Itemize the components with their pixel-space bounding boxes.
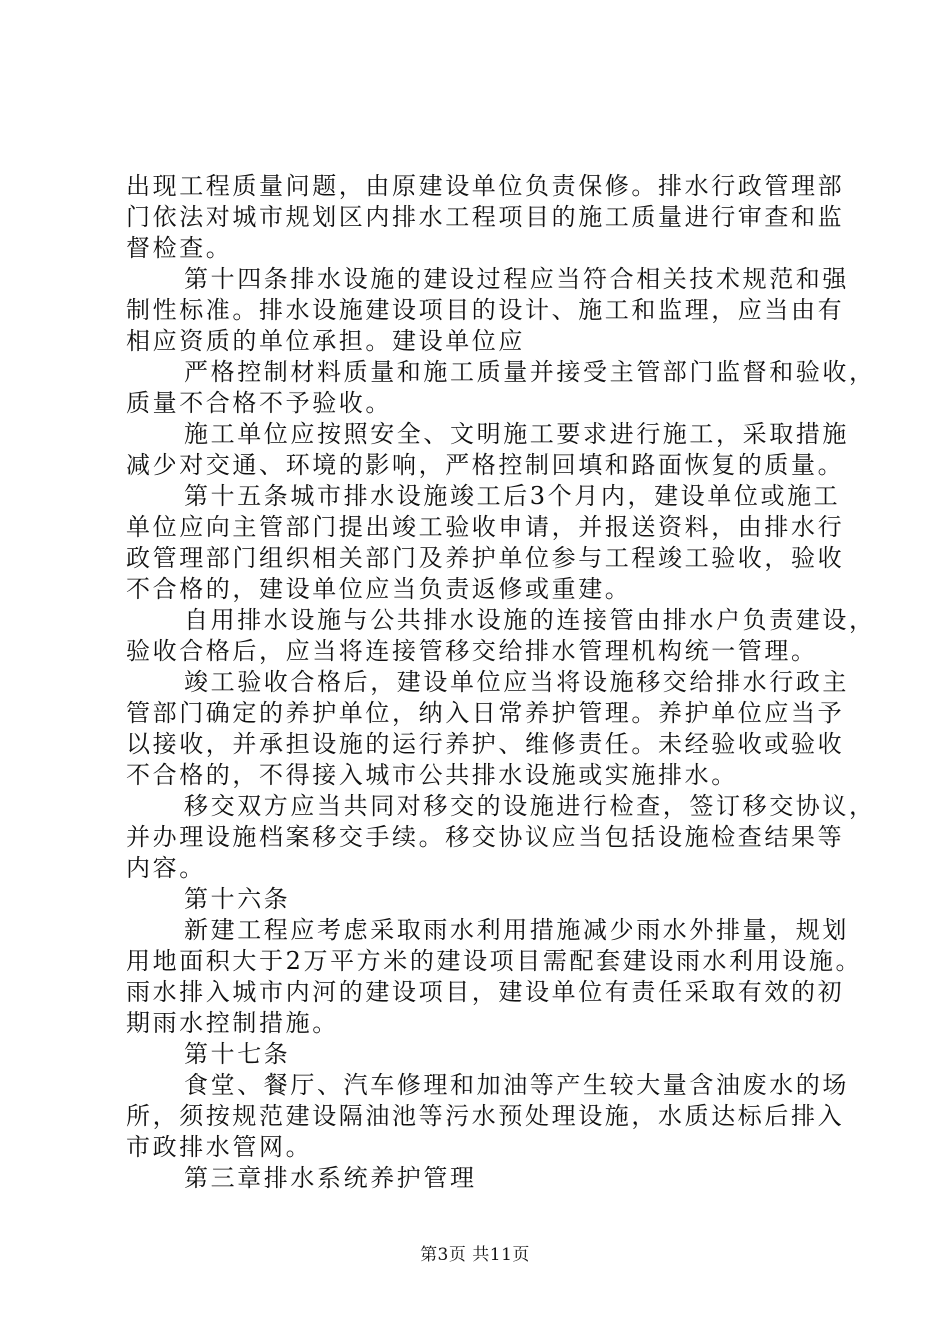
text-line: 期雨水控制措施。 — [126, 1009, 339, 1037]
text-line: 严格控制材料质量和施工质量并接受主管部门监督和验收， — [184, 358, 876, 386]
text-line: 雨水排入城市内河的建设项目，建设单位有责任采取有效的初 — [126, 978, 845, 1006]
text-line: 自用排水设施与公共排水设施的连接管由排水户负责建设， — [184, 606, 876, 634]
text-line: 门依法对城市规划区内排水工程项目的施工质量进行审查和监 — [126, 203, 845, 231]
text-line: 施工单位应按照安全、文明施工要求进行施工，采取措施 — [184, 420, 849, 448]
text-line: 以接收，并承担设施的运行养护、维修责任。未经验收或验收 — [126, 730, 845, 758]
text-line: 减少对交通、环境的影响，严格控制回填和路面恢复的质量。 — [126, 451, 845, 479]
text-line: 第三章排水系统养护管理 — [184, 1164, 477, 1192]
text-line: 第十六条 — [184, 885, 291, 913]
text-line: 移交双方应当共同对移交的设施进行检查，签订移交协议， — [184, 792, 876, 820]
text-line: 验收合格后，应当将连接管移交给排水管理机构统一管理。 — [126, 637, 818, 665]
document-body — [126, 171, 876, 1194]
text-line: 食堂、餐厅、汽车修理和加油等产生较大量含油废水的场 — [184, 1071, 849, 1099]
text-line: 用地面积大于2万平方米的建设项目需配套建设雨水利用设施。 — [126, 947, 863, 975]
text-line: 第十四条排水设施的建设过程应当符合相关技术规范和强 — [184, 265, 849, 293]
text-line: 并办理设施档案移交手续。移交协议应当包括设施检查结果等 — [126, 823, 845, 851]
text-line: 内容。 — [126, 854, 206, 882]
text-line: 市政排水管网。 — [126, 1133, 313, 1161]
text-line: 制性标准。排水设施建设项目的设计、施工和监理，应当由有 — [126, 296, 845, 324]
text-line: 不合格的，建设单位应当负责返修或重建。 — [126, 575, 632, 603]
text-line: 督检查。 — [126, 234, 233, 262]
page-footer: 第3页 共11页 — [420, 1245, 530, 1265]
text-line: 管部门确定的养护单位，纳入日常养护管理。养护单位应当予 — [126, 699, 845, 727]
text-line: 政管理部门组织相关部门及养护单位参与工程竣工验收，验收 — [126, 544, 845, 572]
text-line: 新建工程应考虑采取雨水利用措施减少雨水外排量，规划 — [184, 916, 849, 944]
text-line: 质量不合格不予验收。 — [126, 389, 392, 417]
text-line: 所，须按规范建设隔油池等污水预处理设施，水质达标后排入 — [126, 1102, 845, 1130]
text-line: 竣工验收合格后，建设单位应当将设施移交给排水行政主 — [184, 668, 849, 696]
text-line: 相应资质的单位承担。建设单位应 — [126, 327, 525, 355]
text-line: 第十五条城市排水设施竣工后3个月内，建设单位或施工 — [184, 482, 841, 510]
text-line: 出现工程质量问题，由原建设单位负责保修。排水行政管理部 — [126, 172, 845, 200]
text-line: 第十七条 — [184, 1040, 291, 1068]
text-line: 单位应向主管部门提出竣工验收申请，并报送资料，由排水行 — [126, 513, 845, 541]
text-line: 不合格的，不得接入城市公共排水设施或实施排水。 — [126, 761, 738, 789]
